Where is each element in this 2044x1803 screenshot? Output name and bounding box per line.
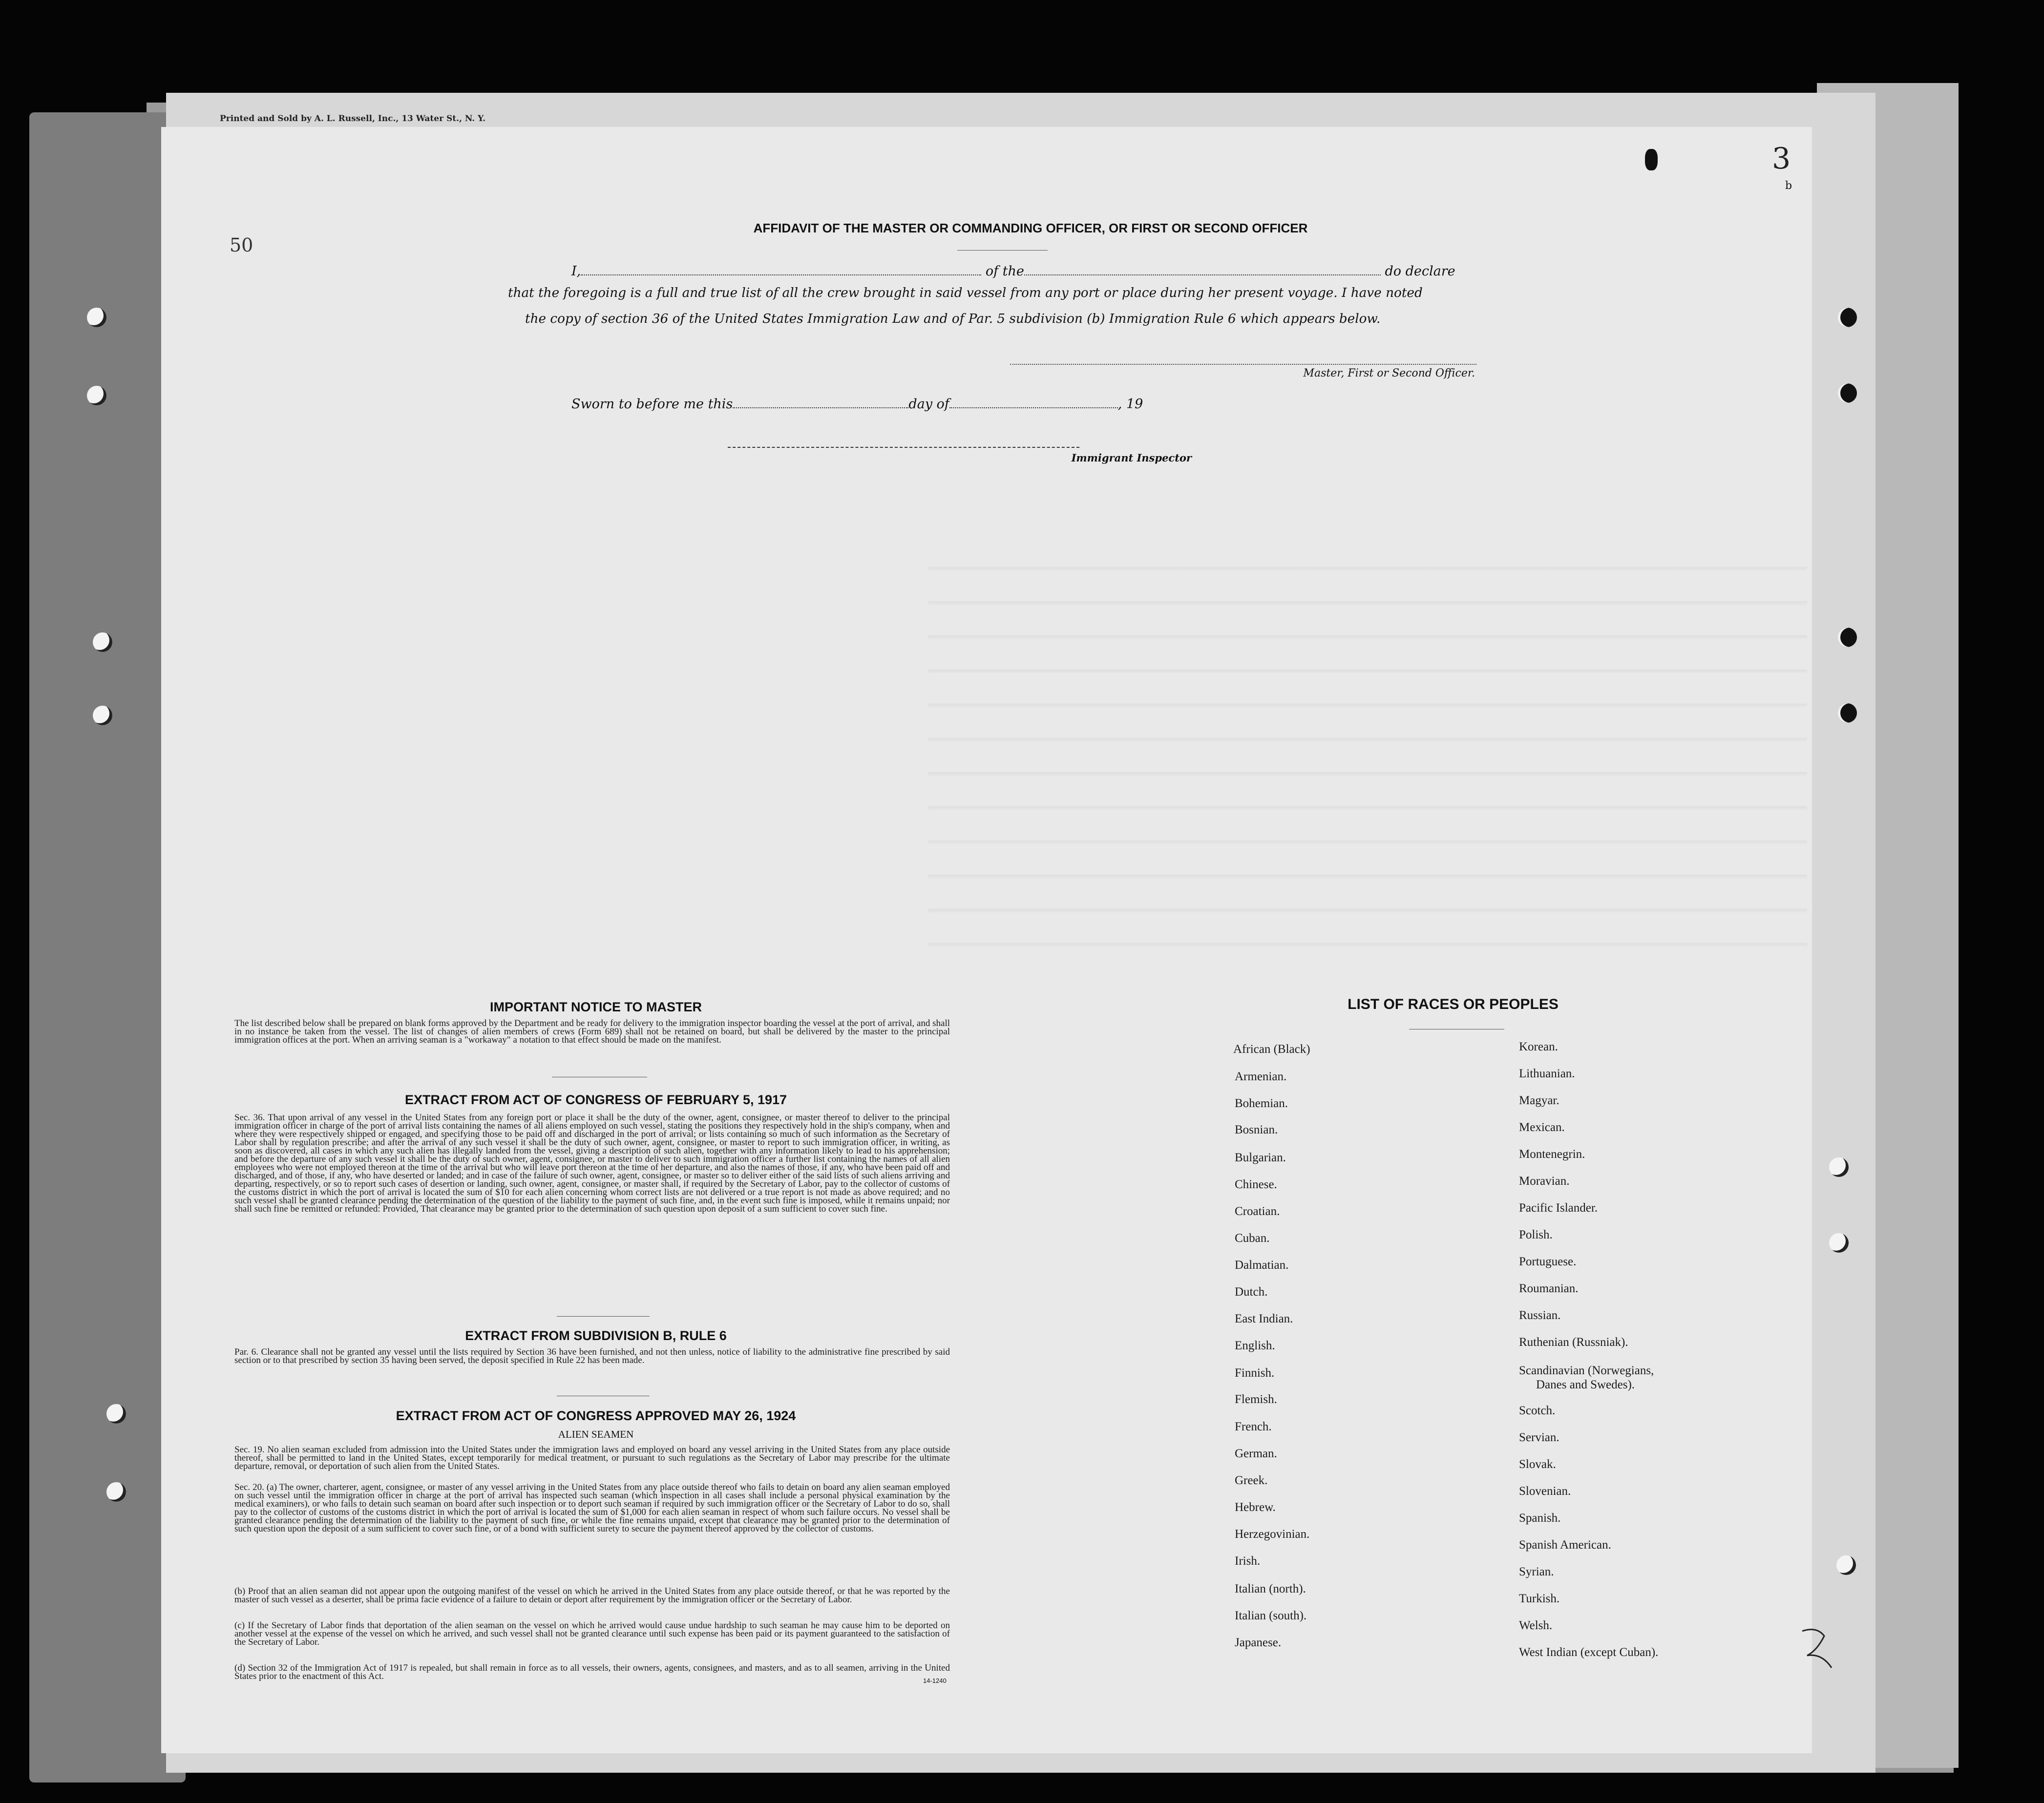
race-item: Polish. [1519,1228,1553,1241]
race-item: Bulgarian. [1235,1151,1286,1164]
race-item: Slovak. [1519,1458,1556,1471]
sworn-label: Sworn to before me this [571,397,733,412]
punch-hole-icon [93,706,112,725]
race-item: Dutch. [1235,1285,1268,1299]
printer-imprint: Printed and Sold by A. L. Russell, Inc., 13 Water St., N. Y. [220,114,485,124]
form-number: 14-1240 [923,1677,947,1684]
race-item: Portuguese. [1519,1255,1577,1268]
race-item: Finnish. [1235,1366,1275,1380]
inspector-caption: Immigrant Inspector [1071,452,1192,464]
race-item: Syrian. [1519,1565,1554,1578]
race-item: Turkish. [1519,1592,1560,1605]
race-item: Italian (north). [1235,1582,1306,1595]
punch-hole-icon [1837,308,1857,327]
race-item: Armenian. [1235,1070,1287,1083]
extract-1917-title: EXTRACT FROM ACT OF CONGRESS OF FEBRUARY 5, 1917 [404,1092,787,1107]
rule6-title: EXTRACT FROM SUBDIVISION B, RULE 6 [465,1328,727,1343]
punch-hole-icon [106,1482,126,1502]
race-item: Croatian. [1235,1205,1280,1218]
race-item: Italian (south). [1235,1609,1307,1622]
punch-hole-icon [87,386,106,405]
race-item: Dalmatian. [1235,1258,1289,1272]
race-item: Bohemian. [1235,1097,1288,1110]
race-item: English. [1235,1339,1275,1352]
punch-hole-icon [1829,1157,1849,1177]
sworn-day-field[interactable] [733,407,908,408]
extract-1917-text: Sec. 36. That upon arrival of any vessel in the United States from any foreign port or place it shall be the duty of the owner, agent, consignee, or master thereof to deliver to the principal immigration officer in charge of the port of arrival lists containing the names of all aliens employed on such vessel, stating the positions they respectively hold in the ship's company, when and where they were respectively shipped or engaged, and specifying those to be paid off and discharged in the port of arrival; or lists containing so much of such information as the Secretary of Labor shall by regulation prescribe; and after the arrival of any such vessel it shall be the duty of such owner, agent, consignee, or master to report to such immigration officer, in writing, as soon as discovered, all cases in which any such alien has illegally landed from the vessel, giving a description of such alien, together with any information likely to lead to his apprehension; and before the departure of any such vessel it shall be the duty of such owner, agent, consignee, or master to deliver to such immigration officer a further list containing the names of all alien employees who were not employed thereon at the time of the arrival but who will leave port thereon at the time of her departure, and also the names of those, if any, who have been paid off and discharged, and of those, if any, who have deserted or landed; and in case of the failure of such owner, agent, consignee, or master so to deliver either of the said lists of such aliens arriving and departing, respectively, or so to report such cases of desertion or landing, such owner, agent, consignee, or master shall, if required by the Secretary of Labor, pay to the collector of customs of the customs district in which the port of arrival is located the sum of $10 for each alien concerning whom correct lists are not delivered or a true report is not made as above required; and no such vessel shall be granted clearance pending the determination of the question of the liability to the payment of such fine, and, in the event such fine is imposed, while it remains unpaid; nor shall such fine be remitted or refunded: Provided, That clearance may be granted prior to the determination of such question upon deposit of a sum sufficient to cover such fine. [234,1112,950,1214]
race-item: African (Black) [1233,1043,1310,1056]
race-item: Russian. [1519,1309,1561,1322]
affidavit-line-2: that the foregoing is a full and true list of all the crew brought in said vessel from any port or place during her present voyage. I have noted [508,286,1423,300]
race-item: Servian. [1519,1431,1559,1444]
punch-hole-icon [1836,1555,1856,1575]
extract-1924-sec20c: (c) If the Secretary of Labor finds that deportation of the alien seaman on the vessel on which he arrived would cause undue hardship to such seaman he may cause him to be deported on another vessel at the expense of the vessel on which he arrived, and such vessel shall not be granted clearance until such expense has been paid or its payment guaranteed to the satisfaction of the Secretary of Labor. [234,1620,950,1647]
extract-1924-sec20a: Sec. 20. (a) The owner, charterer, agent, consignee, or master of any vessel arriving in the United States from any place outside thereof who fails to detain on board any alien seaman employed on such vessel until the immigration officer in charge at the port of arrival has inspected such seaman (which inspection in all cases shall include a personal physical examination by the medical examiners), or who fails to detain such seaman on board after such inspection or to deport such seaman if required by such immigration officer or the Secretary of Labor to do so, shall pay to the collector of customs of the customs district in which the port of arrival is located the sum of $1,000 for each alien seaman in respect of whom such failure occurs. No vessel shall be granted clearance pending the determination of the liability to the payment of such fine, or while the fine remains unpaid, except that clearance may be granted prior to the determination of such question upon the deposit of a sum sufficient to cover such fine, or of a bond with sufficient surety to secure the payment thereof approved by the collector of customs. [234,1482,950,1534]
race-item: Spanish American. [1519,1538,1611,1551]
extract-1924-sec20b: (b) Proof that an alien seaman did not appear upon the outgoing manifest of the vessel on which he arrived in the United States from any place outside thereof, or that he was reported by the master of such vessel as a deserter, shall be prima facie evidence of a failure to detain or deport after requirement by the immigration officer or the Secretary of Labor. [234,1586,950,1605]
race-item: Bosnian. [1235,1123,1278,1136]
year-label: , 19 [1117,397,1143,412]
race-item: Mexican. [1519,1121,1565,1134]
race-item: Pacific Islander. [1519,1201,1598,1215]
inspector-signature-line[interactable] [728,447,1079,448]
affidavit-title: AFFIDAVIT OF THE MASTER OR COMMANDING OFFICER, OR FIRST OR SECOND OFFICER [753,221,1308,235]
extract-1924-sec19: Sec. 19. No alien seaman excluded from admission into the United States under the immigration laws and employed on board any vessel arriving in the United States from any place outside thereof, shall be permitted to land in the United States, except temporarily for medical treatment, or pursuant to such regulations as the Secretary of Labor may prescribe for the ultimate departure, removal, or deportation of such alien from the United States. [234,1445,950,1471]
races-list-title: LIST OF RACES OR PEOPLES [1348,996,1559,1012]
page-number: 50 [230,234,253,256]
race-item: Scotch. [1519,1404,1556,1417]
punch-hole-icon [1829,1233,1849,1253]
race-item: French. [1235,1420,1272,1433]
race-item: Roumanian. [1519,1282,1579,1295]
race-item: Lithuanian. [1519,1067,1575,1080]
race-item: Moravian. [1519,1174,1570,1188]
vessel-label: of the [985,264,1024,279]
punch-hole-icon [106,1404,126,1424]
race-item: Welsh. [1519,1619,1553,1632]
race-item: Magyar. [1519,1094,1559,1107]
race-item: Herzegovinian. [1235,1528,1310,1541]
extract-1924-title: EXTRACT FROM ACT OF CONGRESS APPROVED MAY 26, 1924 [396,1408,796,1423]
ink-blot [1645,149,1658,170]
race-item: West Indian (except Cuban). [1519,1646,1659,1659]
punch-hole-icon [1837,383,1857,403]
corner-mark-small: b [1785,180,1792,192]
handwritten-mark-icon [1797,1626,1841,1670]
race-item: Slovenian. [1519,1485,1571,1498]
day-of-label: day of [908,397,949,412]
rule6-text: Par. 6. Clearance shall not be granted any vessel until the lists required by Section 36 have been furnished, and not then unless, notice of liability to the administrative fine prescribed by said section or to that prescribed by section 35 having been served, the deposit specified in Rule 22 has been made. [234,1347,950,1365]
race-item: Cuban. [1235,1232,1270,1245]
declarant-name-field[interactable] [581,274,981,275]
punch-hole-icon [87,308,106,327]
punch-hole-icon [1837,703,1857,723]
race-item: Ruthenian (Russniak). [1519,1336,1628,1349]
affidavit-declarant-line [571,264,1480,279]
punch-hole-icon [93,632,112,652]
sworn-month-field[interactable] [949,407,1118,408]
declarant-label: I, [571,264,581,279]
punch-hole-icon [1837,628,1857,647]
extract-1924-subtitle: ALIEN SEAMEN [558,1428,634,1440]
notice-title: IMPORTANT NOTICE TO MASTER [490,1000,702,1014]
race-item: Montenegrin. [1519,1148,1585,1161]
extract-1924-sec20d: (d) Section 32 of the Immigration Act of 1917 is repealed, but shall remain in force as to all vessels, their owners, agents, consignees, and masters, and as to all seamen, arriving in the United States prior to the enactment of this Act. [234,1663,950,1681]
race-item: Greek. [1235,1474,1268,1487]
race-item: Scandinavian (Norwegians, [1519,1364,1654,1377]
vessel-name-field[interactable] [1024,274,1381,275]
race-item: Japanese. [1235,1636,1282,1649]
race-item: Hebrew. [1235,1501,1276,1514]
race-item: Irish. [1235,1554,1261,1568]
sworn-line [571,397,1206,412]
race-item: East Indian. [1235,1312,1293,1325]
divider [957,250,1048,251]
declare-label: do declare [1385,264,1455,279]
race-item: German. [1235,1447,1277,1460]
corner-mark: 3 [1772,142,1791,176]
race-item: Danes and Swedes). [1536,1378,1635,1391]
affidavit-line-3: the copy of section 36 of the United States Immigration Law and of Par. 5 subdivision (b) Immigration Rule 6 which appears below. [525,312,1381,326]
notice-text: The list described below shall be prepared on blank forms approved by the Department and be ready for delivery to the immigration inspector boarding the vessel at the port of arrival, and shall in no instance be taken from the vessel. The list of changes of alien members of crews (Form 689) shall not be retained on board, but shall be delivered by the master to the principal immigration offices at the port. When an arriving seaman is a "workaway" a notation to that effect should be made on the manifest. [234,1018,950,1045]
race-item: Spanish. [1519,1511,1561,1525]
signature-line[interactable] [1010,364,1476,365]
race-item: Flemish. [1235,1393,1277,1406]
signature-caption: Master, First or Second Officer. [1303,367,1475,379]
race-item: Chinese. [1235,1178,1277,1191]
bleed-through-texture [928,537,1807,977]
race-item: Korean. [1519,1040,1558,1053]
divider [557,1316,650,1317]
